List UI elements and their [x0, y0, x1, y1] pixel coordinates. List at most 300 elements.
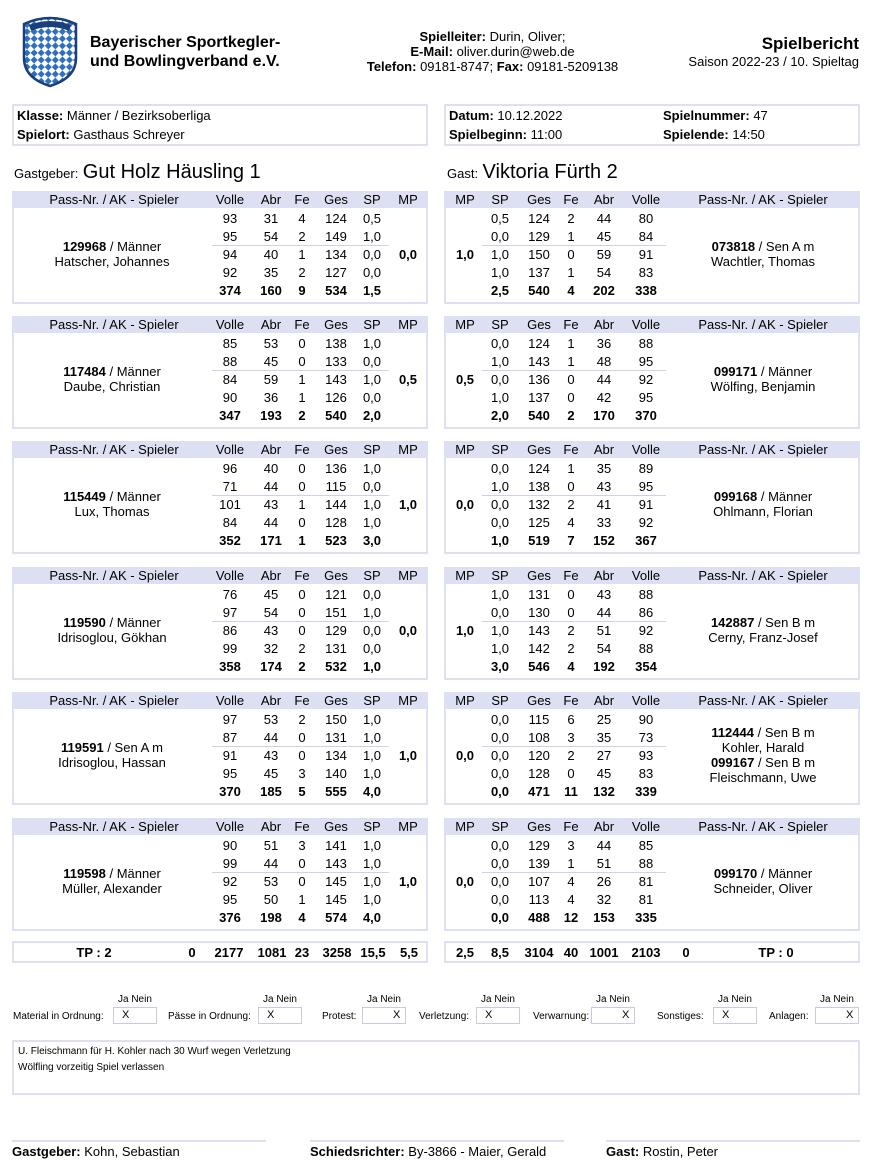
- total-cell: 374: [219, 283, 241, 298]
- player-info: [666, 364, 860, 394]
- column-header: Abr: [593, 192, 615, 207]
- score-cell: 0,0: [362, 641, 382, 656]
- total-cell: 546: [528, 659, 550, 674]
- score-cell: 115: [528, 712, 550, 727]
- score-cell: 1: [298, 497, 306, 512]
- column-header: Volle: [215, 442, 245, 457]
- score-cell: 133: [325, 354, 347, 369]
- row-separator: [482, 872, 666, 873]
- player-age-class: / Männer: [757, 364, 813, 379]
- player-name: Ohlmann, Florian: [713, 504, 813, 519]
- score-cell: 0,0: [490, 372, 510, 387]
- row-separator: [212, 621, 389, 622]
- column-header: Volle: [215, 819, 245, 834]
- score-cell: 137: [528, 390, 550, 405]
- leader-phone: Telefon: 09181-8747; Fax: 09181-5209138: [366, 59, 619, 74]
- total-cell: 540: [325, 408, 347, 423]
- score-cell: 1: [298, 372, 306, 387]
- total-cell: 338: [635, 283, 657, 298]
- score-cell: 120: [528, 748, 550, 763]
- player-age-class: / Sen B m: [753, 725, 815, 740]
- score-cell: 134: [325, 247, 347, 262]
- column-header: Ges: [324, 442, 348, 457]
- check-mark: X: [485, 1009, 493, 1021]
- score-cell: 142: [528, 641, 550, 656]
- column-header: MP: [455, 442, 475, 457]
- player-pass-number: 119590: [63, 615, 106, 630]
- check-box[interactable]: [713, 1007, 757, 1024]
- score-cell: 91: [638, 497, 654, 512]
- player-pass-number: 073818: [711, 239, 756, 254]
- check-box[interactable]: [258, 1007, 302, 1024]
- player-age-class: / Männer: [105, 364, 161, 379]
- column-header: MP: [398, 192, 418, 207]
- score-cell: 137: [528, 265, 550, 280]
- score-cell: 0: [567, 605, 575, 620]
- column-header: MP: [455, 317, 475, 332]
- column-header: Pass-Nr. / AK - Spieler: [698, 819, 828, 834]
- guest-total-mp: 2,5: [455, 945, 475, 960]
- home-player-block: [12, 191, 428, 304]
- score-cell: 0: [298, 461, 306, 476]
- column-header: Abr: [593, 568, 615, 583]
- score-cell: 1,0: [362, 748, 382, 763]
- guest-signature: Gast: Rostin, Peter: [606, 1140, 860, 1159]
- column-header: Pass-Nr. / AK - Spieler: [698, 317, 828, 332]
- total-cell: 540: [528, 408, 550, 423]
- player-pass-number: 115449: [63, 489, 106, 504]
- score-cell: 85: [222, 336, 238, 351]
- check-label: Anlagen:: [769, 1011, 809, 1022]
- total-cell: 4,0: [362, 910, 382, 925]
- score-cell: 0,0: [490, 892, 510, 907]
- column-header: Volle: [631, 568, 661, 583]
- score-cell: 86: [222, 623, 238, 638]
- score-cell: 81: [638, 874, 654, 889]
- column-header: Fe: [563, 192, 579, 207]
- score-cell: 1,0: [490, 354, 510, 369]
- player-info: [666, 489, 860, 519]
- check-label: Protest:: [322, 1011, 357, 1022]
- score-cell: 1,0: [490, 623, 510, 638]
- score-cell: 1,0: [362, 605, 382, 620]
- score-cell: 1: [298, 892, 306, 907]
- check-label: Verwarnung:: [533, 1011, 590, 1022]
- player-id-line: [14, 364, 210, 379]
- column-header: Volle: [215, 317, 245, 332]
- guest-total-volle: 2103: [631, 945, 661, 960]
- leader-email: E-Mail: oliver.durin@web.de: [410, 44, 575, 59]
- score-cell: 41: [596, 497, 612, 512]
- player-info: [666, 725, 860, 755]
- column-header: MP: [398, 568, 418, 583]
- column-header: Volle: [631, 693, 661, 708]
- score-cell: 91: [638, 247, 654, 262]
- total-cell: 4: [298, 910, 306, 925]
- score-cell: 88: [222, 354, 238, 369]
- player-name: Müller, Alexander: [62, 881, 162, 896]
- player-age-class: / Männer: [757, 489, 813, 504]
- home-total-abr: 1081: [257, 945, 287, 960]
- column-header: Volle: [631, 192, 661, 207]
- spielende-line: Spielende: 14:50: [663, 127, 765, 142]
- score-cell: 88: [638, 336, 654, 351]
- column-header: Fe: [294, 819, 310, 834]
- player-age-class: / Männer: [105, 615, 161, 630]
- player-pass-number: 117484: [63, 364, 106, 379]
- score-cell: 45: [596, 229, 612, 244]
- column-header: SP: [363, 819, 381, 834]
- score-cell: 0,0: [362, 390, 382, 405]
- score-cell: 0: [567, 390, 575, 405]
- score-cell: 43: [263, 748, 279, 763]
- column-header: Pass-Nr. / AK - Spieler: [49, 693, 179, 708]
- total-cell: 2: [298, 659, 306, 674]
- score-cell: 35: [596, 730, 612, 745]
- spielnummer-line: Spielnummer: 47: [663, 108, 768, 123]
- total-cell: 202: [593, 283, 615, 298]
- score-cell: 4: [567, 874, 575, 889]
- score-cell: 2: [567, 748, 575, 763]
- score-cell: 129: [528, 838, 550, 853]
- score-cell: 90: [222, 390, 238, 405]
- score-cell: 45: [263, 354, 279, 369]
- column-header: Abr: [260, 693, 282, 708]
- match-points: 1,0: [455, 247, 475, 262]
- column-header: SP: [363, 317, 381, 332]
- score-cell: 0,0: [490, 336, 510, 351]
- home-player-block: [12, 692, 428, 805]
- score-cell: 1: [567, 336, 575, 351]
- score-cell: 53: [263, 874, 279, 889]
- total-cell: 5: [298, 784, 306, 799]
- score-cell: 1,0: [362, 838, 382, 853]
- column-header: Pass-Nr. / AK - Spieler: [698, 693, 828, 708]
- player-name: Lux, Thomas: [74, 504, 150, 519]
- match-points: 0,0: [398, 623, 418, 638]
- score-cell: 54: [596, 265, 612, 280]
- score-cell: 138: [325, 336, 347, 351]
- player-info: [14, 740, 210, 770]
- score-cell: 84: [222, 515, 238, 530]
- column-header: Pass-Nr. / AK - Spieler: [49, 568, 179, 583]
- score-cell: 1,0: [490, 247, 510, 262]
- check-box[interactable]: [476, 1007, 520, 1024]
- score-cell: 1,0: [490, 390, 510, 405]
- column-header: Fe: [294, 317, 310, 332]
- column-header: Ges: [324, 693, 348, 708]
- player-info: [14, 239, 210, 269]
- score-cell: 81: [638, 892, 654, 907]
- score-cell: 88: [638, 856, 654, 871]
- check-box[interactable]: [815, 1007, 859, 1024]
- column-header: Pass-Nr. / AK - Spieler: [49, 819, 179, 834]
- player-name: Wachtler, Thomas: [710, 254, 816, 269]
- score-cell: 0: [298, 730, 306, 745]
- guest-total-fe: 40: [563, 945, 579, 960]
- score-cell: 0,0: [362, 479, 382, 494]
- score-cell: 134: [325, 748, 347, 763]
- total-cell: 198: [260, 910, 282, 925]
- score-cell: 145: [325, 892, 347, 907]
- player-id-line: [14, 489, 210, 504]
- player-info: [666, 866, 860, 896]
- total-cell: 2: [298, 408, 306, 423]
- total-cell: 339: [635, 784, 657, 799]
- score-cell: 95: [222, 766, 238, 781]
- score-cell: 132: [528, 497, 550, 512]
- score-cell: 88: [638, 587, 654, 602]
- column-header: Abr: [593, 693, 615, 708]
- column-header: Abr: [260, 442, 282, 457]
- player-name: Wölfing, Benjamin: [710, 379, 816, 394]
- check-mark: X: [267, 1009, 275, 1021]
- referee-signature: Schiedsrichter: By-3866 - Maier, Gerald: [310, 1140, 564, 1159]
- score-cell: 76: [222, 587, 238, 602]
- score-cell: 0,0: [362, 587, 382, 602]
- score-cell: 53: [263, 712, 279, 727]
- score-cell: 4: [567, 515, 575, 530]
- score-cell: 48: [596, 354, 612, 369]
- score-cell: 1: [567, 461, 575, 476]
- guest-player-block: [444, 818, 860, 931]
- player-info: [666, 615, 860, 645]
- player-age-class: / Sen B m: [754, 755, 816, 770]
- score-cell: 0: [298, 479, 306, 494]
- score-cell: 0: [567, 247, 575, 262]
- column-header: Abr: [593, 442, 615, 457]
- player-pass-number: 119591: [61, 740, 104, 755]
- player-name: Hatscher, Johannes: [54, 254, 170, 269]
- spielort-line: Spielort: Gasthaus Schreyer: [17, 127, 185, 142]
- column-header: MP: [398, 819, 418, 834]
- score-cell: 35: [263, 265, 279, 280]
- score-cell: 1,0: [362, 229, 382, 244]
- player-age-class: / Männer: [106, 239, 162, 254]
- score-cell: 90: [638, 712, 654, 727]
- column-header: SP: [491, 568, 509, 583]
- score-cell: 128: [325, 515, 347, 530]
- column-header: Ges: [324, 819, 348, 834]
- score-cell: 33: [596, 515, 612, 530]
- score-cell: 1,0: [490, 265, 510, 280]
- player-pass-number: 142887: [710, 615, 755, 630]
- score-cell: 144: [325, 497, 347, 512]
- score-cell: 2: [298, 229, 306, 244]
- player-info: [666, 755, 860, 785]
- row-separator: [482, 621, 666, 622]
- total-cell: 192: [593, 659, 615, 674]
- total-cell: 3,0: [490, 659, 510, 674]
- player-name: Kohler, Harald: [721, 740, 805, 755]
- total-cell: 2,5: [490, 283, 510, 298]
- column-header: Volle: [631, 317, 661, 332]
- score-cell: 88: [638, 641, 654, 656]
- score-cell: 0: [298, 874, 306, 889]
- player-id-line: [14, 866, 210, 881]
- score-cell: 85: [638, 838, 654, 853]
- total-cell: 170: [593, 408, 615, 423]
- score-cell: 2: [567, 623, 575, 638]
- score-cell: 131: [528, 587, 550, 602]
- score-cell: 51: [596, 856, 612, 871]
- score-cell: 140: [325, 766, 347, 781]
- score-cell: 3: [298, 838, 306, 853]
- home-player-block: [12, 441, 428, 554]
- home-player-block: [12, 316, 428, 429]
- score-cell: 115: [325, 479, 347, 494]
- yes-no-label: Ja Nein: [263, 994, 297, 1005]
- score-cell: 3: [298, 766, 306, 781]
- score-cell: 0: [298, 748, 306, 763]
- score-cell: 35: [596, 461, 612, 476]
- row-separator: [482, 495, 666, 496]
- check-box[interactable]: [113, 1007, 157, 1024]
- total-cell: 4: [567, 659, 575, 674]
- total-cell: 160: [260, 283, 282, 298]
- yes-no-label: Ja Nein: [367, 994, 401, 1005]
- score-cell: 3: [567, 838, 575, 853]
- home-player-block: [12, 567, 428, 680]
- score-cell: 124: [325, 211, 347, 226]
- score-cell: 0: [298, 336, 306, 351]
- score-cell: 36: [596, 336, 612, 351]
- score-cell: 1: [298, 390, 306, 405]
- score-cell: 97: [222, 605, 238, 620]
- column-header: Fe: [294, 693, 310, 708]
- player-age-class: / Männer: [105, 489, 161, 504]
- column-header: MP: [398, 693, 418, 708]
- score-cell: 1: [567, 265, 575, 280]
- home-team: Gastgeber: Gut Holz Häusling 1: [14, 161, 261, 183]
- total-cell: 193: [260, 408, 282, 423]
- score-cell: 51: [596, 623, 612, 638]
- total-cell: 171: [260, 533, 282, 548]
- score-cell: 59: [596, 247, 612, 262]
- total-cell: 3,0: [362, 533, 382, 548]
- score-cell: 124: [528, 211, 550, 226]
- score-cell: 0,0: [490, 766, 510, 781]
- guest-total-sp: 8,5: [490, 945, 510, 960]
- score-cell: 0: [567, 766, 575, 781]
- score-cell: 0,0: [490, 515, 510, 530]
- player-id-line: [666, 866, 860, 881]
- column-header: Ges: [324, 568, 348, 583]
- guest-player-block: [444, 191, 860, 304]
- check-label: Material in Ordnung:: [13, 1011, 104, 1022]
- column-header: Ges: [324, 317, 348, 332]
- total-cell: 12: [563, 910, 579, 925]
- home-total-mp: 5,5: [399, 945, 419, 960]
- column-header: Ges: [527, 568, 551, 583]
- score-cell: 94: [222, 247, 238, 262]
- player-name: Idrisoglou, Hassan: [58, 755, 166, 770]
- score-cell: 136: [325, 461, 347, 476]
- score-cell: 0,0: [362, 354, 382, 369]
- score-cell: 90: [222, 838, 238, 853]
- column-header: SP: [491, 819, 509, 834]
- score-cell: 4: [298, 211, 306, 226]
- check-box[interactable]: [362, 1007, 406, 1024]
- league-leader: Spielleiter: Durin, Oliver;: [419, 29, 566, 44]
- score-cell: 32: [263, 641, 279, 656]
- check-box[interactable]: [591, 1007, 635, 1024]
- score-cell: 80: [638, 211, 654, 226]
- score-cell: 92: [638, 623, 654, 638]
- player-pass-number: 099167: [710, 755, 755, 770]
- guest-total-abr: 1001: [589, 945, 619, 960]
- score-cell: 0,0: [490, 838, 510, 853]
- match-points: 1,0: [398, 748, 418, 763]
- column-header: Volle: [631, 442, 661, 457]
- column-header: Volle: [631, 819, 661, 834]
- check-label: Sonstiges:: [657, 1011, 704, 1022]
- score-cell: 91: [222, 748, 238, 763]
- total-cell: 370: [635, 408, 657, 423]
- total-cell: 1: [298, 533, 306, 548]
- score-cell: 71: [222, 479, 238, 494]
- score-cell: 1,0: [362, 766, 382, 781]
- score-cell: 1,0: [490, 587, 510, 602]
- column-header: MP: [398, 442, 418, 457]
- score-cell: 0: [298, 623, 306, 638]
- score-cell: 40: [263, 461, 279, 476]
- score-cell: 121: [325, 587, 347, 602]
- player-info: [14, 866, 210, 896]
- match-points: 0,0: [398, 247, 418, 262]
- score-cell: 145: [325, 874, 347, 889]
- total-cell: 0,0: [490, 784, 510, 799]
- row-separator: [482, 245, 666, 246]
- row-separator: [212, 370, 389, 371]
- spielbeginn-line: Spielbeginn: 11:00: [449, 127, 563, 142]
- match-points: 1,0: [398, 874, 418, 889]
- total-cell: 335: [635, 910, 657, 925]
- score-cell: 138: [528, 479, 550, 494]
- player-id-line: [666, 615, 860, 630]
- score-cell: 1: [567, 856, 575, 871]
- score-cell: 0,0: [490, 730, 510, 745]
- column-header: Fe: [563, 819, 579, 834]
- column-header: Pass-Nr. / AK - Spieler: [698, 568, 828, 583]
- column-header: Ges: [527, 317, 551, 332]
- match-points: 1,0: [398, 497, 418, 512]
- score-cell: 0,0: [490, 856, 510, 871]
- score-cell: 143: [325, 372, 347, 387]
- score-cell: 0: [298, 515, 306, 530]
- score-cell: 53: [263, 336, 279, 351]
- check-label: Verletzung:: [419, 1011, 470, 1022]
- total-cell: 2,0: [362, 408, 382, 423]
- score-cell: 59: [263, 372, 279, 387]
- check-mark: X: [722, 1009, 730, 1021]
- score-cell: 54: [263, 605, 279, 620]
- total-cell: 185: [260, 784, 282, 799]
- match-points: 0,5: [455, 372, 475, 387]
- score-cell: 0: [567, 479, 575, 494]
- column-header: Ges: [527, 442, 551, 457]
- player-pass-number: 112444: [711, 725, 754, 740]
- score-cell: 1: [567, 229, 575, 244]
- score-cell: 124: [528, 461, 550, 476]
- player-info: [14, 615, 210, 645]
- column-header: Volle: [215, 693, 245, 708]
- score-cell: 143: [325, 856, 347, 871]
- column-header: MP: [455, 192, 475, 207]
- player-name: Daube, Christian: [63, 379, 161, 394]
- score-cell: 1,0: [362, 892, 382, 907]
- score-cell: 96: [222, 461, 238, 476]
